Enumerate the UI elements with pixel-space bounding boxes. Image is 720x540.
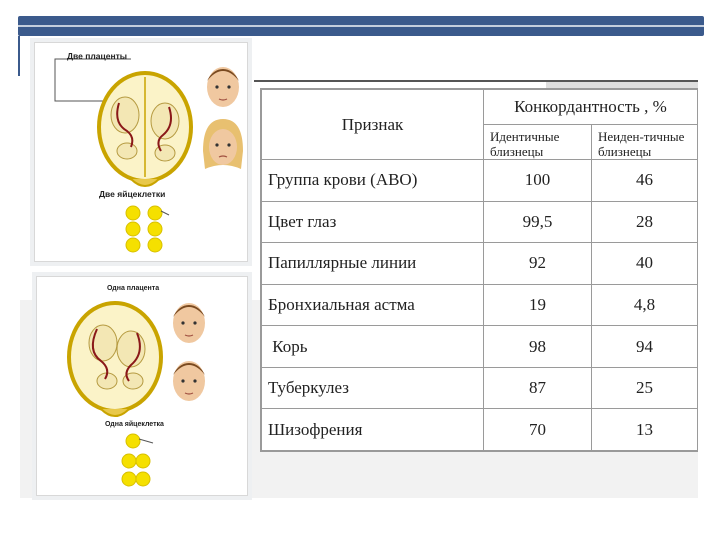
identical-value: 70: [484, 409, 592, 451]
female-face: [203, 119, 243, 169]
dizygotic-drawing: [35, 43, 247, 261]
top-bar-stripe: [18, 25, 704, 27]
identical-value: 92: [484, 243, 592, 285]
feature-column-header: Признак: [262, 90, 484, 160]
monozygotic-drawing: [37, 277, 247, 495]
table-row: [262, 326, 698, 368]
caption-two-placentas: Две плаценты: [67, 51, 128, 61]
table-row: [262, 243, 698, 285]
nonidentical-value: 25: [592, 367, 698, 409]
nonidentical-value: 40: [592, 243, 698, 285]
feature-cell: Шизофрения: [262, 409, 484, 451]
identical-value: 100: [484, 160, 592, 202]
twin-face-1: [173, 303, 205, 343]
uterus-two-placentas: [99, 73, 191, 186]
nonidentical-value: 4,8: [592, 284, 698, 326]
identical-value: 19: [484, 284, 592, 326]
feature-cell: Бронхиальная астма: [262, 284, 484, 326]
concordance-table-grid: [261, 89, 698, 451]
uterus-one-placenta: [69, 303, 161, 416]
concordance-header: Конкордантность , %: [484, 90, 698, 125]
identical-value: 98: [484, 326, 592, 368]
feature-cell: Папиллярные линии: [262, 243, 484, 285]
one-egg-dividing: [122, 434, 153, 486]
header-row-1: [262, 90, 698, 125]
monozygotic-illustration: [36, 276, 248, 496]
table-row: [262, 160, 698, 202]
two-eggs: [126, 206, 169, 252]
caption-two-eggs: Две яйцеклетки: [99, 189, 166, 199]
twin-face-2: [173, 361, 205, 401]
table-row: [262, 409, 698, 451]
table-row: [262, 367, 698, 409]
caption-one-placenta: Одна плацента: [107, 285, 160, 292]
table-row: [262, 201, 698, 243]
feature-cell: Корь: [262, 326, 484, 368]
nonidentical-value: 13: [592, 409, 698, 451]
feature-cell: Цвет глаз: [262, 201, 484, 243]
feature-cell: Группа крови (АВО): [262, 160, 484, 202]
identical-twins-header: Идентичные близнецы: [484, 125, 592, 160]
feature-cell: Туберкулез: [262, 367, 484, 409]
identical-value: 99,5: [484, 201, 592, 243]
identical-value: 87: [484, 367, 592, 409]
dizygotic-illustration: [34, 42, 248, 262]
nonidentical-twins-header: Неиден-тичные близнецы: [592, 125, 698, 160]
nonidentical-value: 46: [592, 160, 698, 202]
caption-one-egg: Одна яйцеклетка: [105, 421, 164, 428]
nonidentical-value: 94: [592, 326, 698, 368]
concordance-table: [260, 88, 698, 452]
table-row: [262, 284, 698, 326]
slide-left-accent: [18, 36, 20, 76]
male-face: [207, 67, 239, 107]
slide-top-bar: [18, 16, 704, 36]
nonidentical-value: 28: [592, 201, 698, 243]
